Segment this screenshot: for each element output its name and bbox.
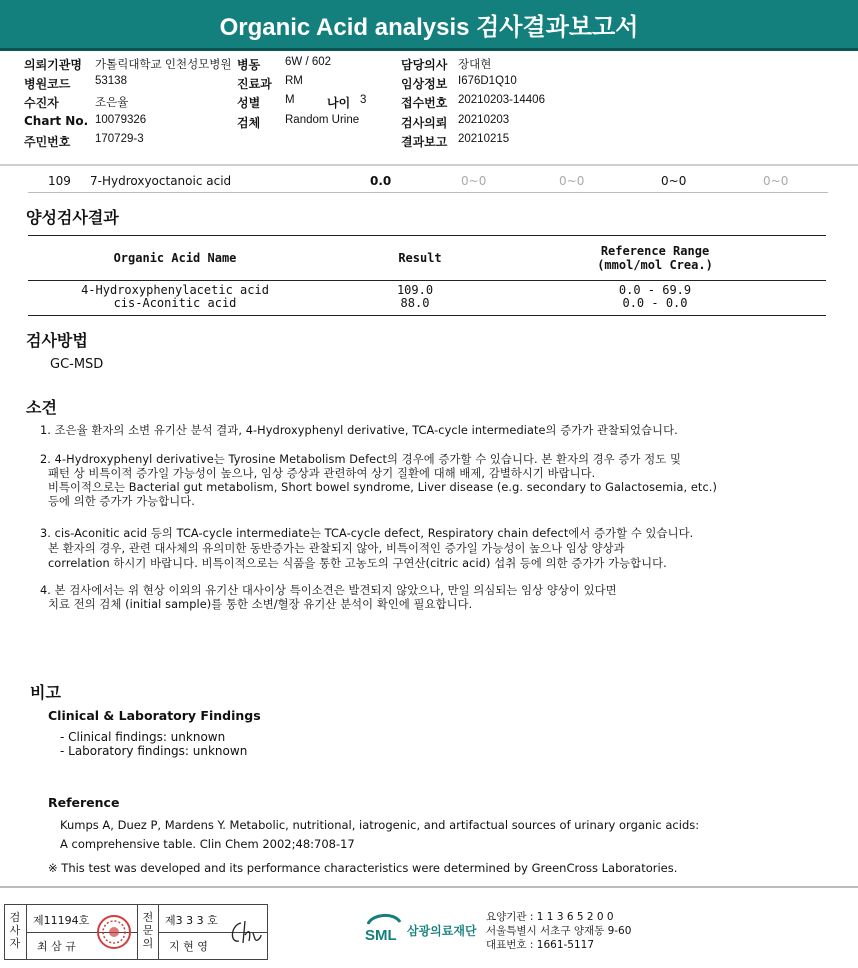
col-header-ref-unit: (mmol/mol Crea.) <box>597 258 713 272</box>
lab-code: 요양기관 : 1 1 3 6 5 2 0 0 <box>486 911 614 923</box>
clinical-findings-line: - Clinical findings: unknown <box>60 730 226 744</box>
report-value: 20210215 <box>458 133 510 145</box>
row-result: 0.0 <box>370 174 392 188</box>
specialist-license: 제3 3 3 호 <box>165 914 218 927</box>
doctor-value: 장대현 <box>458 59 492 71</box>
doctor-label: 담당의사 <box>401 58 448 72</box>
request-label: 검사의뢰 <box>401 116 448 130</box>
tester-seal <box>95 913 133 951</box>
col-header-ref: Reference Range <box>600 244 710 258</box>
row-range: 0~0 <box>559 174 585 188</box>
sex-value: M <box>285 94 295 106</box>
footer-divider <box>0 886 858 888</box>
row-acid-name: 7-Hydroxyoctanoic acid <box>90 174 232 188</box>
tester-label: 검사자 <box>9 911 21 950</box>
finding-line: 4. 본 검사에서는 위 현상 이외의 유기산 대사이상 특이소견은 발견되지 않았으나, 만일 의심되는 임상 양상이 있다면 <box>40 584 617 597</box>
patient-label: 수진자 <box>24 96 59 110</box>
clinical-findings-line: - Laboratory findings: unknown <box>60 744 248 758</box>
resident-value: 170729-3 <box>95 133 144 145</box>
row-range: 0~0 <box>461 174 487 188</box>
resident-label: 주민번호 <box>24 135 71 149</box>
method-title: 검사방법 <box>26 331 88 350</box>
col-header-name: Organic Acid Name <box>113 251 237 265</box>
report-title: Organic Acid analysis 검사결과보고서 <box>219 13 639 41</box>
specimen-value: Random Urine <box>285 114 360 126</box>
finding-line: 등에 의한 증가가 가능합니다. <box>48 495 195 508</box>
institution-label: 의뢰기관명 <box>24 58 82 72</box>
finding-line: 3. cis-Aconitic acid 등의 TCA-cycle intermediate는 TCA-cycle defect, Respiratory chain defect에서 증가할 수 있습니다. <box>40 527 694 540</box>
ward-value: 6W / 602 <box>285 56 332 68</box>
dept-value: RM <box>285 75 303 87</box>
report-header <box>0 0 858 48</box>
tester-label-cell <box>5 905 27 959</box>
result-value: 109.0 <box>396 283 434 297</box>
row-range: 0~0 <box>661 174 687 188</box>
info-row <box>0 75 858 93</box>
specimen-label: 검체 <box>237 116 261 130</box>
finding-line: 치료 전의 검체 (initial sample)를 통한 소변/혈장 유기산 분석이 확인에 필요합니다. <box>48 598 473 611</box>
reception-value: 20210203-14406 <box>458 94 545 106</box>
row-number: 109 <box>48 174 71 188</box>
findings-title: 소견 <box>26 398 57 417</box>
finding-line: 2. 4-Hydroxyphenyl derivative는 Tyrosine Metabolism Defect의 경우에 증가할 수 있습니다. 본 환자의 경우 증가 정도 및 <box>40 453 681 466</box>
hospital-code-value: 53138 <box>95 75 127 87</box>
info-row <box>0 133 858 151</box>
row-divider <box>28 192 828 193</box>
chart-value: 10079326 <box>95 114 147 126</box>
finding-line: 1. 조은율 환자의 소변 유기산 분석 결과, 4-Hydroxyphenyl derivative, TCA-cycle intermediate의 증가가 관찰되었습니다. <box>40 424 678 437</box>
col-header-result: Result <box>398 251 442 265</box>
lab-address: 서울특별시 서초구 양재동 9-60 <box>486 925 632 937</box>
age-value: 3 <box>360 94 367 106</box>
finding-paragraph-2 <box>40 452 852 510</box>
hospital-code-label: 병원코드 <box>24 77 71 91</box>
reference-line: Kumps A, Duez P, Mardens Y. Metabolic, nutritional, iatrogenic, and artifactual sources of urinary organic acids: <box>60 818 700 832</box>
request-value: 20210203 <box>458 114 510 126</box>
finding-paragraph-3 <box>40 526 852 572</box>
info-divider <box>0 164 858 166</box>
info-row <box>0 56 858 74</box>
reference-title: Reference <box>48 795 120 810</box>
tester-license: 제11194호 <box>33 914 90 927</box>
info-row <box>0 114 858 132</box>
table-header-rule <box>28 280 826 281</box>
reception-label: 접수번호 <box>401 96 448 110</box>
institution-value: 가톨릭대학교 인천성모병원 <box>95 59 232 71</box>
ward-label: 병동 <box>237 58 261 72</box>
specialist-label-cell <box>137 905 159 959</box>
lab-info <box>486 910 631 952</box>
reference-line: A comprehensive table. Clin Chem 2002;48:708-17 <box>60 837 355 851</box>
table-row <box>0 172 858 192</box>
finding-line: 비특이적으로는 Bacterial gut metabolism, Short bowel syndrome, Liver disease (e.g. secondary to Galactosemia, etc.) <box>48 481 717 494</box>
row-range: 0~0 <box>763 174 789 188</box>
remarks-title: 비고 <box>30 683 61 702</box>
finding-line: 본 환자의 경우, 관련 대사체의 유의미한 동반증가는 관찰되지 않아, 비특이적인 증가일 가능성이 높으나 임상 양상과 <box>48 542 625 555</box>
finding-paragraph-4 <box>40 583 852 613</box>
tester-name: 최 삼 규 <box>37 940 76 953</box>
finding-line: 패턴 상 비특이적 증가일 가능성이 높으나, 임상 증상과 관련하여 상기 질환에 대해 배제, 감별하시기 바랍니다. <box>48 467 596 480</box>
logo-text: SML <box>365 927 397 944</box>
result-name: 4-Hydroxyphenylacetic acid <box>81 283 269 297</box>
table-bottom-rule <box>28 315 826 316</box>
lab-phone: 대표번호 : 1661-5117 <box>486 939 595 951</box>
chart-label: Chart No. <box>24 114 89 128</box>
sml-logo-icon <box>364 910 404 946</box>
header-divider <box>0 48 858 51</box>
specialist-name: 지 현 영 <box>169 940 208 953</box>
info-row <box>0 94 858 112</box>
result-value: 88.0 <box>400 296 430 310</box>
clinical-findings-title: Clinical & Laboratory Findings <box>48 708 261 723</box>
finding-paragraph-1 <box>40 423 852 439</box>
method-value: GC-MSD <box>50 357 104 372</box>
report-label: 결과보고 <box>401 135 448 149</box>
clinical-value: I676D1Q10 <box>458 75 517 87</box>
result-ref: 0.0 - 69.9 <box>618 283 692 297</box>
positive-results-title: 양성검사결과 <box>26 208 119 227</box>
result-ref: 0.0 - 0.0 <box>622 296 688 310</box>
clinical-label: 임상정보 <box>401 77 448 91</box>
specialist-signature <box>227 917 263 949</box>
patient-info <box>0 56 858 156</box>
sex-label: 성별 <box>237 96 261 110</box>
signature-box <box>4 904 268 960</box>
table-top-rule <box>28 235 826 236</box>
finding-line: correlation 하시기 바랍니다. 비특이적으로는 식품을 통한 고농도의 구연산(citric acid) 섭취 등에 의한 증가가 가능합니다. <box>48 557 667 570</box>
reference-note: ※ This test was developed and its performance characteristics were determined by GreenCross Laboratories. <box>48 861 678 875</box>
patient-value: 조은율 <box>95 97 129 109</box>
dept-label: 진료과 <box>237 77 272 91</box>
specialist-label: 전문의 <box>142 911 154 950</box>
age-label: 나이 <box>327 96 351 110</box>
result-name: cis-Aconitic acid <box>113 296 237 310</box>
brand-name: 삼광의료재단 <box>407 924 477 938</box>
